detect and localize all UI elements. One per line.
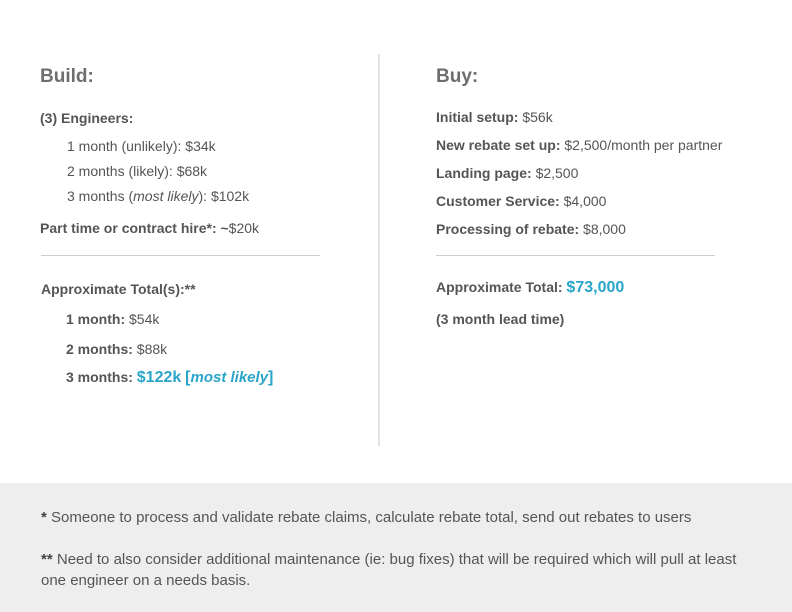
buy-item-2-label: New rebate set up: [436, 137, 561, 153]
column-divider [378, 54, 380, 446]
build-total-1-value: $54k [129, 311, 160, 327]
build-total-1-label: 1 month: [66, 311, 126, 327]
buy-item-5-value: $8,000 [583, 221, 626, 237]
build-totals-label: Approximate Total(s):** [41, 281, 196, 297]
build-total-2-months [66, 341, 167, 357]
buy-total-value: $73,000 [566, 279, 625, 296]
footnote-1-mark: * [41, 509, 47, 526]
build-total-3-bracket-open: [ [185, 369, 191, 386]
buy-total [436, 279, 624, 297]
part-time-line [40, 220, 259, 236]
footnote-2 [41, 549, 741, 591]
footnotes-panel [0, 483, 792, 612]
buy-item-customer-service [436, 193, 606, 209]
footnote-2-text: Need to also consider additional maintenance (ie: bug fixes) that will be required which will pull at least one engineer on a needs basis. [41, 551, 737, 589]
buy-item-3-value: $2,500 [535, 165, 579, 181]
buy-total-label: Approximate Total: [436, 279, 563, 295]
buy-item-3-label: Landing page: [436, 165, 532, 181]
engineers-label: (3) Engineers: [40, 110, 134, 126]
engineer-line-3-italic: most likely [133, 188, 199, 204]
buy-divider [436, 255, 715, 256]
buy-item-initial-setup [436, 109, 553, 125]
engineer-line-1-label: 1 month (unlikely): [67, 138, 186, 154]
build-total-2-label: 2 months: [66, 341, 133, 357]
engineer-line-1 [67, 138, 216, 154]
buy-item-1-label: Initial setup: [436, 109, 519, 125]
buy-item-5-label: Processing of rebate: [436, 221, 580, 237]
part-time-value: $20k [228, 220, 260, 236]
engineer-line-3-label-a: 3 months ( [67, 188, 134, 204]
footnote-1 [41, 507, 741, 528]
buy-heading: Buy: [436, 66, 479, 87]
build-heading: Build: [40, 66, 94, 87]
build-total-3-label: 3 months: [66, 369, 133, 385]
buy-item-4-value: $4,000 [563, 193, 607, 209]
build-total-3-bracket-close: ] [268, 369, 274, 386]
buy-item-4-label: Customer Service: [436, 193, 560, 209]
buy-lead-time: (3 month lead time) [436, 311, 565, 327]
build-total-3-months [66, 369, 273, 387]
build-total-3-note: most likely [190, 369, 269, 386]
engineer-line-2 [67, 163, 207, 179]
build-total-2-value: $88k [136, 341, 168, 357]
buy-item-1-value: $56k [522, 109, 553, 125]
buy-item-rebate-setup [436, 137, 722, 153]
engineer-line-2-label: 2 months (likely): [67, 163, 177, 179]
build-total-3-value: $122k [136, 369, 182, 386]
footnote-2-mark: ** [41, 551, 53, 568]
buy-item-landing-page [436, 165, 578, 181]
build-total-1-month [66, 311, 159, 327]
buy-item-2-value: $2,500/month per partner [564, 137, 723, 153]
footnote-1-text: Someone to process and validate rebate claims, calculate rebate total, send out rebates to users [51, 509, 692, 526]
engineer-line-3 [67, 188, 249, 204]
engineer-line-1-value: $34k [185, 138, 216, 154]
buy-item-processing [436, 221, 626, 237]
engineer-line-3-label-b: ): [198, 188, 211, 204]
engineer-line-2-value: $68k [176, 163, 208, 179]
build-divider [41, 255, 320, 256]
part-time-label: Part time or contract hire*: ~ [40, 220, 229, 236]
engineer-line-3-value: $102k [210, 188, 250, 204]
